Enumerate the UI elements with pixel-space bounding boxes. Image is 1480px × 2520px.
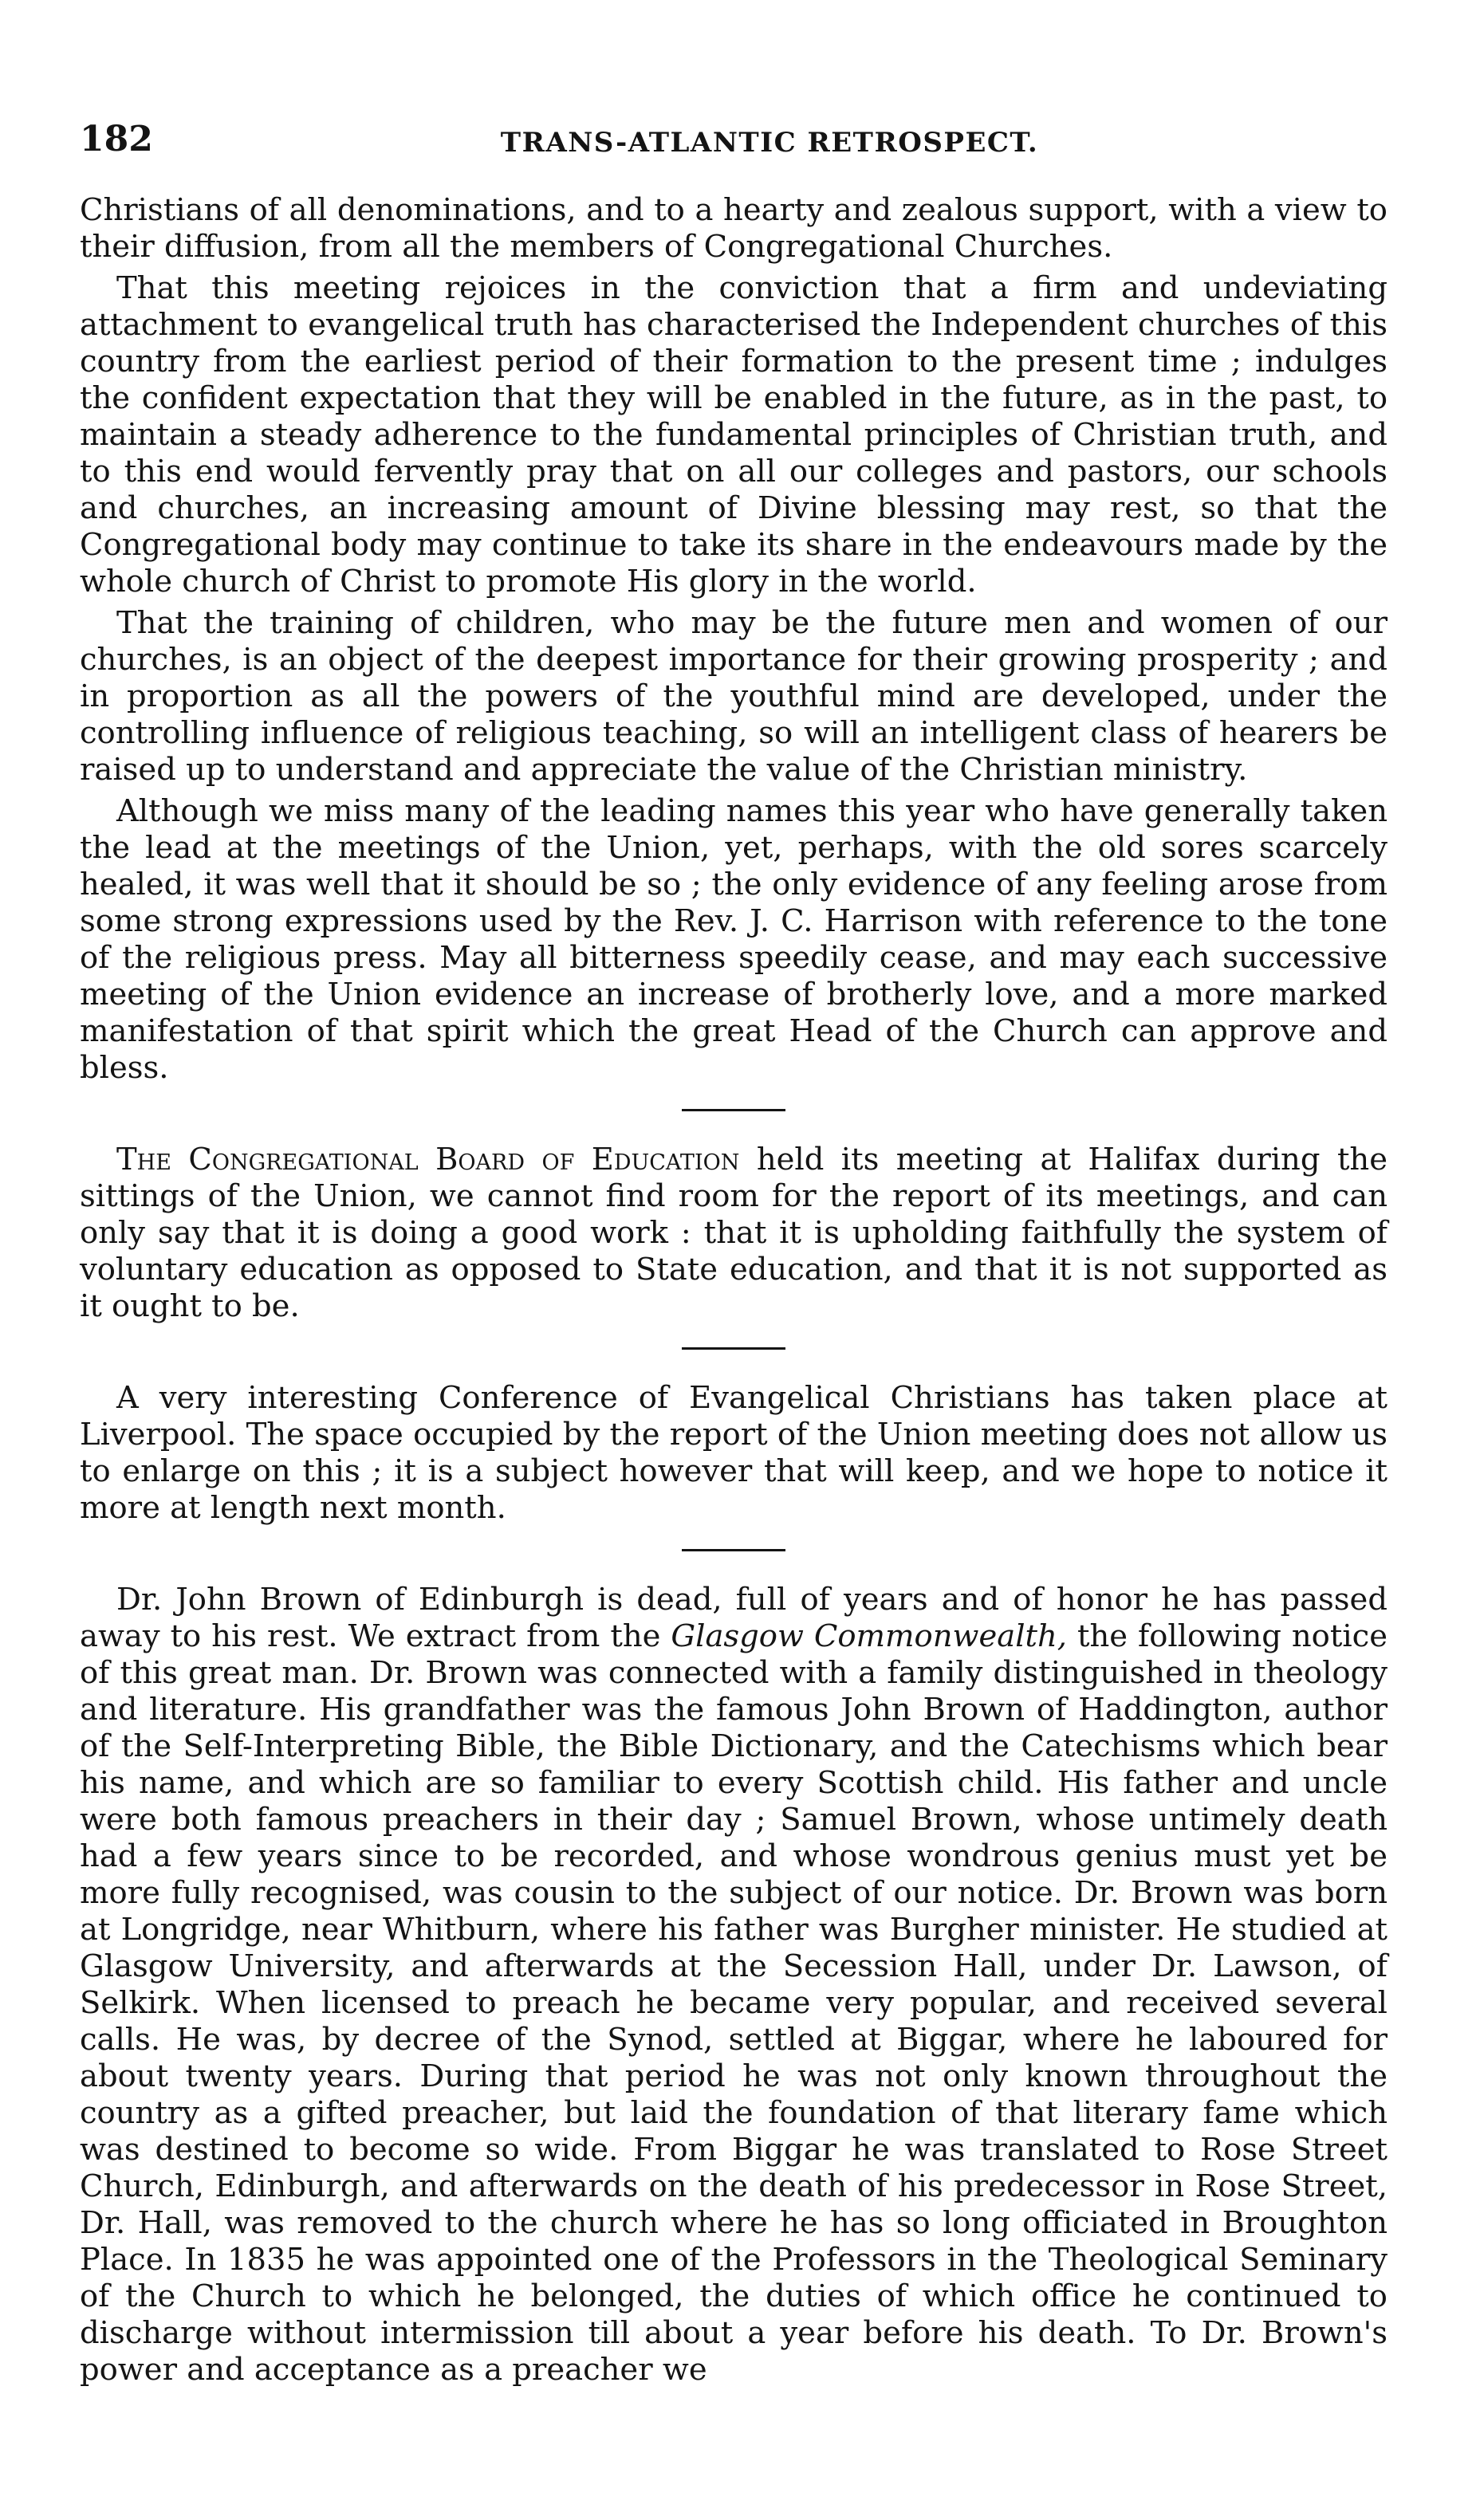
section-divider [682, 1347, 785, 1350]
paragraph-evangelical-truth: That this meeting rejoices in the conviction that a firm and undeviating attachment to evangelical truth has characterised the Independent churches of this country from the earliest period of their formation to the present time ; indulges the confident expectation that they will be enabled in the future, as in the past, to maintain a steady adherence to the fundamental principles of Christian truth, and to this end would fervently pray that on all our colleges and pastors, our schools and churches, an increasing amount of Divine blessing may rest, so that the Congregational body may continue to take its share in the endeavours made by the whole church of Christ to promote His glory in the world. [80, 270, 1388, 600]
section-divider [682, 1109, 785, 1111]
section-divider [682, 1549, 785, 1551]
board-of-education-text: held its meeting at Halifax during the sittings of the Union, we cannot find room for the report of its meetings, and can only say that it is doing a good work : that it is upholding faithfully the system of voluntary education as opposed to State education, and that it is not supported as it ought to be. [80, 1142, 1388, 1324]
running-head [80, 116, 1388, 163]
paragraph-training-children: That the training of children, who may be the future men and women of our churches, is an object of the deepest importance for their growing prosperity ; and in proportion as all the powers of the youthful mind are developed, under the controlling influence of religious teaching, so will an intelligent class of hearers be raised up to understand and appreciate the value of the Christian ministry. [80, 605, 1388, 788]
paragraph-liverpool-conference: A very interesting Conference of Evangelical Christians has taken place at Liverpool. The space occupied by the report of the Union meeting does not allow us to enlarge on this ; it is a subject however that will keep, and we hope to notice it more at length next month. [80, 1380, 1388, 1526]
paragraph-dr-john-brown [80, 1582, 1388, 2388]
running-title: TRANS-ATLANTIC RETROSPECT. [500, 127, 1039, 159]
source-publication: Glasgow Commonwealth, [671, 1618, 1068, 1654]
dr-brown-text-intro: Dr. John Brown of Edinburgh is dead, full of years and of honor he has passed away to his rest. We extract from the [80, 1582, 1388, 1654]
board-of-education-lead: The Congregational Board of Education [116, 1142, 740, 1177]
page-number: 182 [80, 119, 153, 159]
paragraph-union-meeting: Although we miss many of the leading names this year who have generally taken the lead at the meetings of the Union, yet, perhaps, with the old sores scarcely healed, it was well that it should be so ; the only evidence of any feeling arose from some strong expressions used by the Rev. J. C. Harrison with reference to the tone of the religious press. May all bitterness speedily cease, and may each successive meeting of the Union evidence an increase of brotherly love, and a more marked manifestation of that spirit which the great Head of the Church can approve and bless. [80, 793, 1388, 1086]
paragraph-resolution-end: Christians of all denominations, and to a hearty and zealous support, with a view to their diffusion, from all the members of Congregational Churches. [80, 192, 1388, 265]
dr-brown-text-body: the following notice of this great man. Dr. Brown was connected with a family distinguished in theology and literature. His grandfather was the famous John Brown of Haddington, author of the Self-Interpreting Bible, the Bible Dictionary, and the Catechisms which bear his name, and which are so familiar to every Scottish child. His father and uncle were both famous preachers in their day ; Samuel Brown, whose untimely death had a few years since to be recorded, and whose wondrous genius must yet be more fully recognised, was cousin to the subject of our notice. Dr. Brown was born at Longridge, near Whitburn, where his father was Burgher minister. He studied at Glasgow University, and afterwards at the Secession Hall, under Dr. Lawson, of Selkirk. When licensed to preach he became very popular, and received several calls. He was, by decree of the Synod, settled at Biggar, where he laboured for about twenty years. During that period he was not only known throughout the country as a gifted preacher, but laid the foundation of that literary fame which was destined to become so wide. From Biggar he was translated to Rose Street Church, Edinburgh, and afterwards on the death of his predecessor in Rose Street, Dr. Hall, was removed to the church where he has so long officiated in Broughton Place. In 1835 he was appointed one of the Professors in the Theological Seminary of the Church to which he belonged, the duties of which office he continued to discharge without intermission till about a year before his death. To Dr. Brown's power and acceptance as a preacher we [80, 1618, 1388, 2388]
page [80, 116, 1388, 2388]
paragraph-board-of-education [80, 1142, 1388, 1325]
